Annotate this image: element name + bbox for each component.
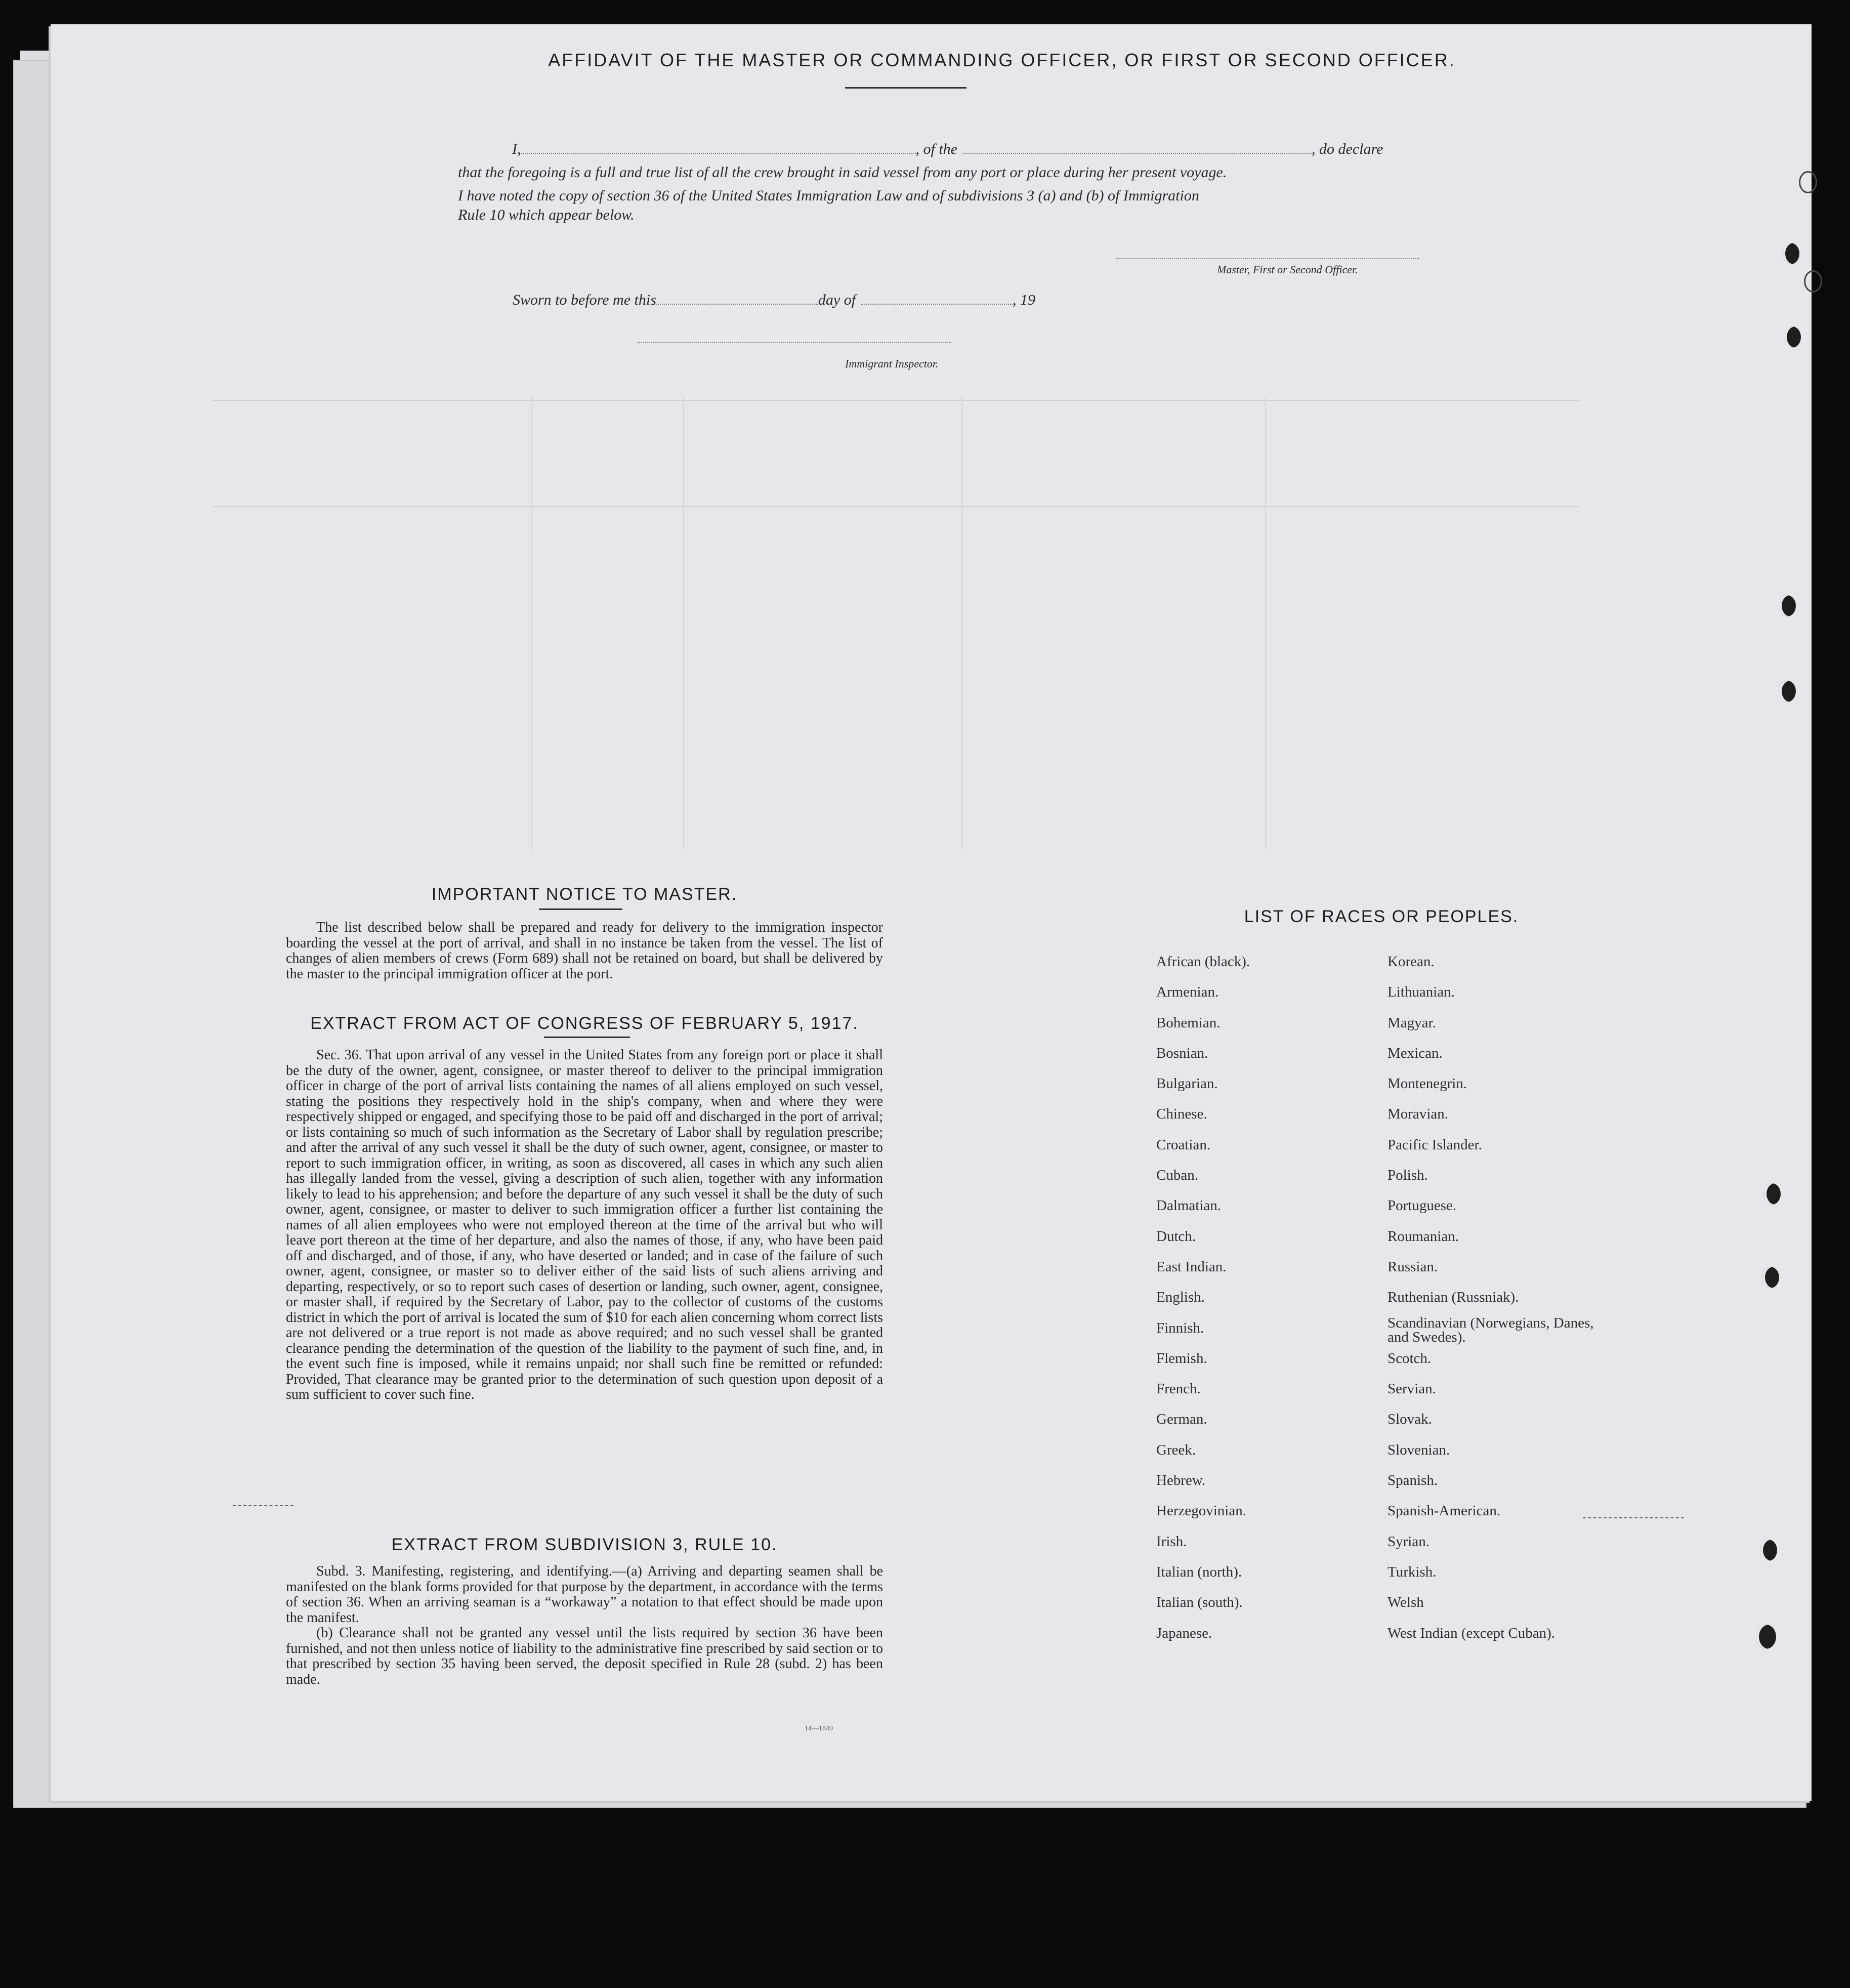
race-item: Mexican.: [1388, 1045, 1443, 1061]
extract-rule-title: EXTRACT FROM SUBDIVISION 3, RULE 10.: [391, 1535, 778, 1554]
form-number: 14—1849: [805, 1725, 833, 1732]
show-through-rule: [683, 395, 684, 850]
title-rule: [845, 87, 966, 89]
race-item: Servian.: [1388, 1381, 1436, 1397]
race-item: Flemish.: [1156, 1350, 1207, 1366]
race-item: Japanese.: [1156, 1625, 1212, 1641]
section-36-paragraph: Sec. 36. That upon arrival of any vessel in the United States from any foreign port or place it shall be the duty of the owner, agent, consignee, or master thereof to deliver to the principal immigration officer in charge of the port of arrival lists containing the names of all aliens employed on such vessel, stating the positions they respectively hold in the ship's company, when and where they were respectively shipped or engaged, and specifying those to be paid off and discharged in the port of arrival; or lists containing so much of such information as the Secretary of Labor shall by regulation prescribe; and after the arrival of any such vessel it shall be the duty of such owner, agent, consignee, or master to report to such immigration officer, in writing, as soon as discovered, all cases in which any such alien has illegally landed from the vessel, giving a description of such alien, together with any information likely to lead to his apprehension; and before the departure of any such vessel it shall be the duty of such owner, agent, consignee, or master to deliver to such immigration officer a further list containing the names of all alien employees who were not employed thereon at the time of the arrival but who will leave port thereon at the time of her departure, and also the names of those, if any, who have been paid off and discharged, and of those, if any, who have deserted or landed; and in case of the failure of such owner, agent, consignee, or master so to deliver either of the said lists of such aliens arriving and departing, respectively, or so to report such cases of desertion or landing, such owner, agent, consignee, or master shall, if required by the Secretary of Labor, pay to the collector of customs of the customs district in which the port of arrival is located the sum of $10 for each alien concerning whom correct lists are not delivered or a true report is not made as above required; and no such vessel shall be granted clearance pending the determination of the question of the liability to the payment of such fine, and, in the event such fine is imposed, while it remains unpaid; nor shall such fine be remitted or refunded: Provided, That clearance may be granted prior to the determination of such question upon deposit of a sum sufficient to cover such fine.: [286, 1047, 883, 1402]
punch-hole: [1762, 1267, 1779, 1288]
race-item: French.: [1156, 1381, 1201, 1397]
margin-dash: [233, 1505, 293, 1506]
punch-hole: [1760, 1540, 1777, 1561]
race-item: Bulgarian.: [1156, 1075, 1218, 1092]
race-item: Korean.: [1388, 954, 1435, 970]
day-of-text: day of: [818, 292, 856, 308]
race-item: Slovak.: [1388, 1411, 1432, 1428]
punch-hole: [1782, 243, 1799, 264]
races-title: LIST OF RACES OR PEOPLES.: [1244, 907, 1519, 926]
punch-hole: [1756, 1625, 1776, 1649]
race-item: Dalmatian.: [1156, 1197, 1222, 1214]
race-item: Italian (north).: [1156, 1563, 1242, 1580]
race-item: Spanish-American.: [1388, 1503, 1501, 1519]
show-through-rule: [213, 506, 1579, 507]
affidavit-line-4: Rule 10 which appear below.: [458, 206, 635, 223]
show-through-rule: [1265, 395, 1266, 850]
race-item: Ruthenian (Russniak).: [1388, 1289, 1519, 1306]
race-item: Hebrew.: [1156, 1472, 1206, 1489]
notice-title-rule: [539, 908, 622, 910]
race-item: Bohemian.: [1156, 1014, 1221, 1031]
race-item: Armenian.: [1156, 984, 1219, 1001]
race-item: Scotch.: [1388, 1350, 1432, 1366]
race-item: Russian.: [1388, 1258, 1438, 1275]
race-item: Herzegovinian.: [1156, 1503, 1246, 1519]
race-item: Lithuanian.: [1388, 984, 1455, 1001]
race-item: Moravian.: [1388, 1106, 1448, 1123]
race-item: Finnish.: [1156, 1319, 1204, 1336]
race-item: Greek.: [1156, 1441, 1196, 1458]
race-item: German.: [1156, 1411, 1207, 1428]
race-item: Magyar.: [1388, 1014, 1436, 1031]
race-item: Cuban.: [1156, 1167, 1198, 1184]
races-left-column: [1156, 946, 1384, 1648]
punch-hole: [1804, 270, 1822, 293]
race-item: Croatian.: [1156, 1136, 1211, 1153]
notice-title: IMPORTANT NOTICE TO MASTER.: [431, 885, 738, 904]
extract-rule-body: [286, 1564, 883, 1687]
race-item: Syrian.: [1388, 1533, 1429, 1550]
punch-hole: [1799, 171, 1817, 193]
affidavit-line-3: I have noted the copy of section 36 of the United States Immigration Law and of subdivisions 3 (a) and (b) of Immigration: [458, 187, 1199, 204]
race-item: Bosnian.: [1156, 1045, 1208, 1061]
race-item: Montenegrin.: [1388, 1075, 1467, 1092]
race-item: Chinese.: [1156, 1106, 1207, 1123]
race-item: Italian (south).: [1156, 1594, 1243, 1611]
name-blank: [521, 153, 916, 154]
inspector-label: Immigrant Inspector.: [845, 357, 939, 370]
notice-paragraph: The list described below shall be prepared and ready for delivery to the immigration inspector boarding the vessel at the port of arrival, and shall in no instance be taken from the vessel. The list of changes of alien members of crews (Form 689) shall not be retained on board, but shall be delivered by the master to the principal immigration officer at the port.: [286, 920, 883, 982]
master-signature-line: [1116, 258, 1419, 259]
notice-body: [286, 920, 883, 982]
punch-hole: [1779, 681, 1796, 702]
race-item: Portuguese.: [1388, 1197, 1457, 1214]
subd-3a-paragraph: Subd. 3. Manifesting, registering, and identifying.—(a) Arriving and departing seamen shall be manifested on the blank forms provided for that purpose by the department, in accordance with the terms of section 36. When an arriving seaman is a “workaway” a notation to that effect should be made upon the manifest.: [286, 1563, 883, 1626]
race-item: Spanish.: [1388, 1472, 1438, 1489]
race-item: Irish.: [1156, 1533, 1187, 1550]
race-item: Roumanian.: [1388, 1228, 1459, 1245]
affidavit-line-1: [512, 141, 1383, 158]
affidavit-i: I,: [512, 141, 521, 157]
punch-hole: [1763, 1183, 1781, 1205]
race-item: English.: [1156, 1289, 1205, 1306]
race-item: West Indian (except Cuban).: [1388, 1625, 1555, 1641]
race-item: Welsh: [1388, 1594, 1424, 1611]
race-item: Polish.: [1388, 1167, 1428, 1184]
year-prefix: , 19: [1013, 292, 1036, 308]
race-item: Pacific Islander.: [1388, 1136, 1482, 1153]
month-blank: [861, 304, 1013, 305]
show-through-rule: [961, 395, 962, 850]
vessel-blank: [962, 153, 1312, 154]
show-through-rule: [213, 400, 1579, 401]
race-item: Dutch.: [1156, 1228, 1196, 1245]
inspector-signature-line: [638, 342, 951, 343]
day-blank: [656, 304, 818, 305]
race-item: African (black).: [1156, 954, 1250, 970]
punch-hole: [1779, 595, 1796, 616]
punch-hole: [1784, 326, 1801, 348]
affidavit-do-declare: , do declare: [1312, 141, 1383, 157]
race-item: East Indian.: [1156, 1258, 1227, 1275]
race-item: Turkish.: [1388, 1563, 1437, 1580]
margin-dash: [1583, 1517, 1684, 1518]
affidavit-of-the: , of the: [915, 141, 957, 157]
race-item: Slovenian.: [1388, 1441, 1450, 1458]
race-item: Scandinavian (Norwegians, Danes, and Swedes).: [1388, 1314, 1594, 1345]
extract-act-title: EXTRACT FROM ACT OF CONGRESS OF FEBRUARY 5, 1917.: [310, 1014, 859, 1033]
affidavit-title: AFFIDAVIT OF THE MASTER OR COMMANDING OFFICER, OR FIRST OR SECOND OFFICER.: [548, 50, 1456, 70]
sworn-text: Sworn to before me this: [513, 292, 656, 308]
show-through-rule: [531, 395, 532, 850]
master-signature-label: Master, First or Second Officer.: [1217, 263, 1358, 276]
subd-3b-paragraph: (b) Clearance shall not be granted any vessel until the lists required by section 36 have been furnished, and not then unless notice of liability to the administrative fine prescribed by said section or to that prescribed by section 35 having been served, the deposit specified in Rule 28 (subd. 2) has been made.: [286, 1625, 883, 1687]
affidavit-line-2: that the foregoing is a full and true list of all the crew brought in said vessel from any port or place during her present voyage.: [458, 164, 1227, 181]
races-right-column: [1388, 946, 1625, 1648]
extract-act-body: [286, 1048, 883, 1403]
extract-act-title-rule: [544, 1037, 630, 1038]
sworn-line: [513, 292, 1035, 309]
